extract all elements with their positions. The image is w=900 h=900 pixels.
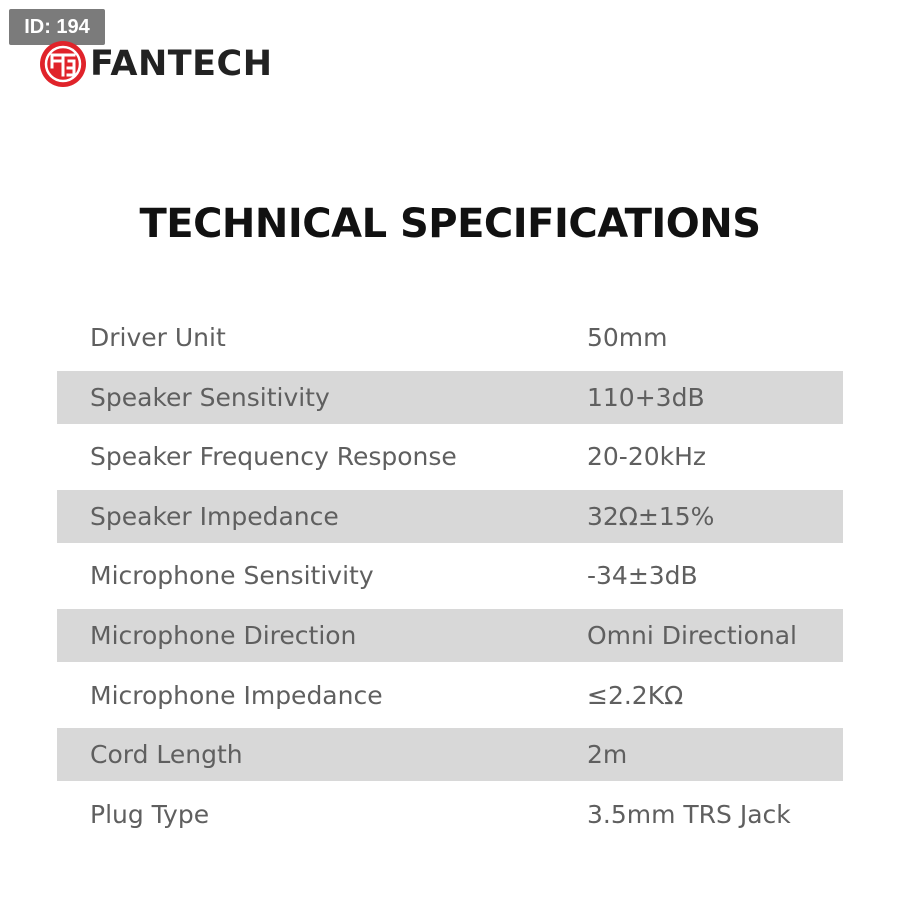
spec-value: 3.5mm TRS Jack — [587, 799, 791, 829]
brand-name: FANTECH — [90, 44, 273, 84]
spec-row-microphone-impedance — [57, 669, 843, 722]
spec-value: -34±3dB — [587, 561, 698, 591]
spec-label: Speaker Sensitivity — [90, 382, 330, 412]
spec-table — [57, 311, 843, 847]
page-title: TECHNICAL SPECIFICATIONS — [139, 201, 761, 247]
spec-row-speaker-sensitivity — [57, 371, 843, 424]
brand-header — [39, 40, 273, 88]
spec-label: Microphone Direction — [90, 620, 357, 650]
spec-value: Omni Directional — [587, 620, 797, 650]
spec-row-speaker-impedance — [57, 490, 843, 543]
spec-label: Speaker Impedance — [90, 501, 339, 531]
spec-label: Speaker Frequency Response — [90, 442, 457, 472]
spec-value: ≤2.2KΩ — [587, 680, 684, 710]
spec-row-microphone-sensitivity — [57, 549, 843, 602]
spec-row-speaker-frequency-response — [57, 430, 843, 483]
spec-value: 20-20kHz — [587, 442, 707, 472]
spec-label: Plug Type — [90, 799, 210, 829]
spec-row-driver-unit — [57, 311, 843, 364]
spec-label: Driver Unit — [90, 323, 226, 352]
id-badge: ID: 194 — [9, 9, 105, 45]
spec-value: 50mm — [587, 323, 668, 352]
spec-row-cord-length — [57, 728, 843, 781]
spec-value: 110+3dB — [587, 382, 705, 412]
spec-row-microphone-direction — [57, 609, 843, 662]
spec-label: Microphone Sensitivity — [90, 561, 374, 591]
fantech-logo-icon — [39, 40, 87, 88]
spec-label: Cord Length — [90, 740, 243, 770]
spec-value: 2m — [587, 740, 628, 770]
spec-row-plug-type — [57, 788, 843, 841]
spec-value: 32Ω±15% — [587, 501, 715, 531]
spec-label: Microphone Impedance — [90, 680, 383, 710]
